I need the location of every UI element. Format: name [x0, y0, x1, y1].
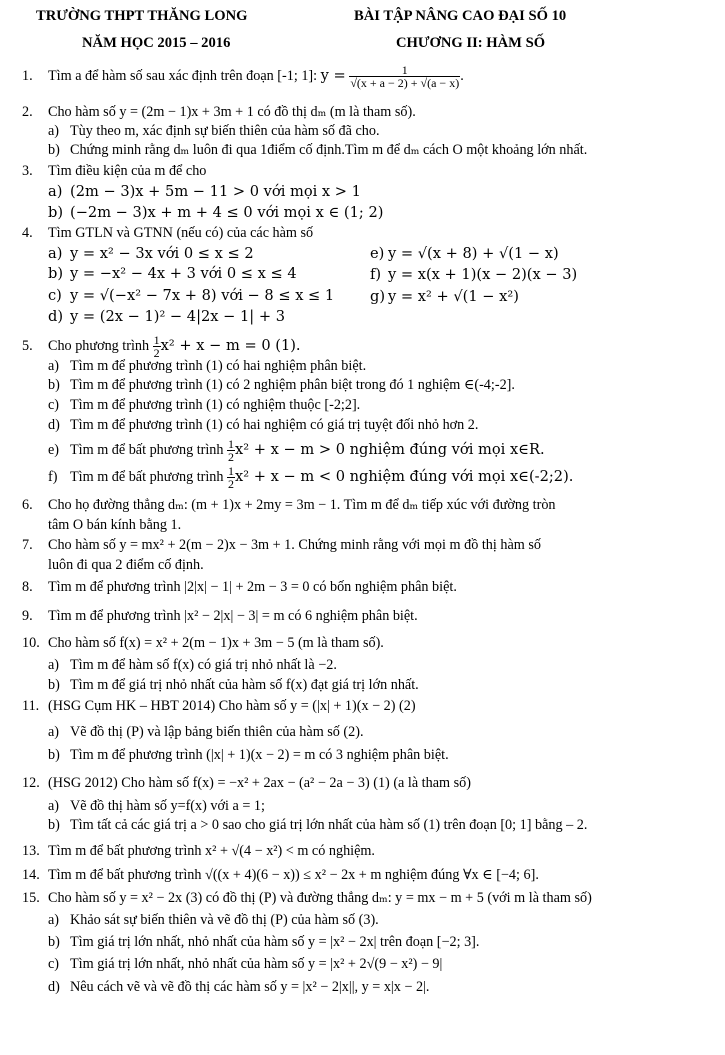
question-1: 1. Tìm a để hàm số sau xác định trên đoạn [-1; 1]: y = $\frac{1}{√(x + a - 2) + √(a - x)}$ .: [22, 63, 464, 90]
question-15d: d) Nêu cách vẽ và vẽ đồ thị các hàm số y = |x² − 2|x||, y = x|x − 2|.: [48, 979, 430, 995]
question-5e: e) Tìm m để bất phương trình $\frac{1}{2}$ x² + x − m > 0 nghiệm đúng với mọi x∈R.: [48, 437, 545, 464]
question-5c: c) Tìm m để phương trình (1) có nghiệm thuộc [-2;2].: [48, 397, 361, 413]
question-10b: b) Tìm m để giá trị nhỏ nhất của hàm số f(x) đạt giá trị lớn nhất.: [48, 677, 419, 693]
question-15a: a) Khảo sát sự biến thiên và vẽ đồ thị (P) của hàm số (3).: [48, 912, 379, 928]
question-3a: a) (2m − 3)x + 5m − 11 > 0 với mọi x > 1: [48, 183, 361, 200]
question-14: 14. Tìm m để bất phương trình √((x + 4)(6 − x)) ≤ x² − 2x + m nghiệm đúng ∀x ∈ [−4; 6].: [22, 867, 539, 883]
question-4b: b) y = −x² − 4x + 3 với 0 ≤ x ≤ 4: [48, 265, 297, 282]
question-4a: a) y = x² − 3x với 0 ≤ x ≤ 2: [48, 245, 254, 262]
question-15: 15. Cho hàm số y = x² − 2x (3) có đồ thị (P) và đường thẳng dₘ: y = mx − m + 5 (với m là tham số): [22, 890, 592, 906]
question-11a: a) Vẽ đồ thị (P) và lập bảng biến thiên của hàm số (2).: [48, 724, 364, 740]
question-5f: f) Tìm m để bất phương trình $\frac{1}{2}$ x² + x − m < 0 nghiệm đúng với mọi x∈(-2;2).: [48, 464, 574, 491]
question-4g: g) y = x² + √(1 − x²): [370, 288, 519, 305]
question-12a: a) Vẽ đồ thị hàm số y=f(x) với a = 1;: [48, 798, 265, 814]
question-5a: a) Tìm m để phương trình (1) có hai nghiệm phân biệt.: [48, 358, 367, 374]
school-name: TRƯỜNG THPT THĂNG LONG: [36, 8, 248, 24]
question-2a: a) Tùy theo m, xác định sự biến thiên của hàm số đã cho.: [48, 123, 380, 139]
question-15c: c) Tìm giá trị lớn nhất, nhỏ nhất của hàm số y = |x² + 2√(9 − x²) − 9|: [48, 956, 443, 972]
question-5: 5. Cho phương trình $\frac{1}{2}$ x² + x − m = 0 (1).: [22, 333, 301, 360]
question-4f: f) y = x(x + 1)(x − 2)(x − 3): [370, 266, 578, 283]
question-5b: b) Tìm m để phương trình (1) có 2 nghiệm phân biệt trong đó 1 nghiệm ∈(-4;-2].: [48, 377, 515, 393]
fraction: $\frac{1}{√(x + a - 2) + √(a - x)}$: [350, 63, 460, 90]
chapter-title: CHƯƠNG II: HÀM SỐ: [396, 35, 546, 51]
question-9: 9. Tìm m để phương trình |x² − 2|x| − 3| = m có 6 nghiệm phân biệt.: [22, 608, 418, 624]
question-2: 2. Cho hàm số y = (2m − 1)x + 3m + 1 có đồ thị dₘ (m là tham số).: [22, 104, 416, 120]
question-13: 13. Tìm m để bất phương trình x² + √(4 − x²) < m có nghiệm.: [22, 843, 375, 859]
question-3b: b) (−2m − 3)x + m + 4 ≤ 0 với mọi x ∈ (1; 2): [48, 204, 384, 221]
question-12b: b) Tìm tất cả các giá trị a > 0 sao cho giá trị lớn nhất của hàm số (1) trên đoạn [0; 1] bằng – 2.: [48, 817, 588, 833]
question-6-cont: tâm O bán kính bằng 1.: [48, 517, 182, 533]
question-6: 6. Cho họ đường thẳng dₘ: (m + 1)x + 2my = 3m − 1. Tìm m để dₘ tiếp xúc với đường tròn: [22, 497, 556, 513]
question-4c: c) y = √(−x² − 7x + 8) với − 8 ≤ x ≤ 1: [48, 287, 335, 304]
question-4e: e) y = √(x + 8) + √(1 − x): [370, 245, 559, 262]
question-8: 8. Tìm m để phương trình |2|x| − 1| + 2m − 3 = 0 có bốn nghiệm phân biệt.: [22, 579, 457, 595]
document-title: BÀI TẬP NÂNG CAO ĐẠI SỐ 10: [354, 8, 567, 24]
question-4: 4. Tìm GTLN và GTNN (nếu có) của các hàm số: [22, 225, 314, 241]
school-year: NĂM HỌC 2015 – 2016: [82, 35, 231, 51]
question-2b: b) Chứng minh rằng dₘ luôn đi qua 1điểm cố định.Tìm m để dₘ cách O một khoảng lớn nhất.: [48, 142, 588, 158]
question-10: 10. Cho hàm số f(x) = x² + 2(m − 1)x + 3m − 5 (m là tham số).: [22, 635, 384, 651]
question-11: 11. (HSG Cụm HK – HBT 2014) Cho hàm số y = (|x| + 1)(x − 2) (2): [22, 698, 416, 714]
question-7: 7. Cho hàm số y = mx² + 2(m − 2)x − 3m + 1. Chứng minh rằng với mọi m đồ thị hàm số: [22, 537, 541, 553]
question-7-cont: luôn đi qua 2 điểm cố định.: [48, 557, 204, 573]
question-4d: d) y = (2x − 1)² − 4|2x − 1| + 3: [48, 308, 286, 325]
question-15b: b) Tìm giá trị lớn nhất, nhỏ nhất của hàm số y = |x² − 2x| trên đoạn [−2; 3].: [48, 934, 480, 950]
question-10a: a) Tìm m để hàm số f(x) có giá trị nhỏ nhất là −2.: [48, 657, 337, 673]
question-5d: d) Tìm m để phương trình (1) có hai nghiệm có giá trị tuyệt đối nhỏ hơn 2.: [48, 417, 479, 433]
question-11b: b) Tìm m để phương trình (|x| + 1)(x − 2) = m có 3 nghiệm phân biệt.: [48, 747, 449, 763]
question-12: 12. (HSG 2012) Cho hàm số f(x) = −x² + 2ax − (a² − 2a − 3) (1) (a là tham số): [22, 775, 471, 791]
question-3: 3. Tìm điều kiện của m để cho: [22, 163, 207, 179]
